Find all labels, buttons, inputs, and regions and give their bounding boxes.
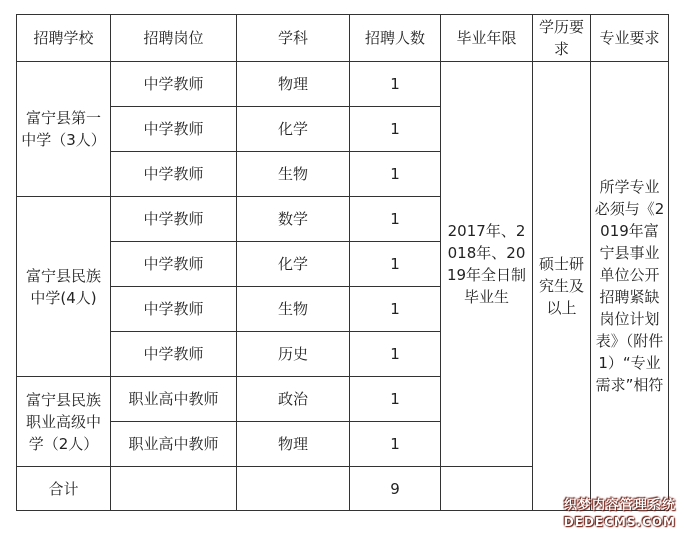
watermark [564, 498, 676, 530]
count-cell: 1 [350, 62, 441, 107]
recruitment-table [16, 14, 669, 511]
header-position: 招聘岗位 [111, 15, 237, 62]
table-row [17, 62, 669, 107]
subject-cell: 物理 [237, 62, 350, 107]
count-cell: 1 [350, 422, 441, 467]
header-row [17, 15, 669, 62]
header-grad-year: 毕业年限 [441, 15, 533, 62]
school-cell: 富宁县民族中学(4人) [17, 197, 111, 377]
position-cell: 中学教师 [111, 242, 237, 287]
position-cell: 职业高中教师 [111, 377, 237, 422]
count-cell: 1 [350, 332, 441, 377]
count-cell: 1 [350, 377, 441, 422]
position-cell: 职业高中教师 [111, 422, 237, 467]
subject-cell: 数学 [237, 197, 350, 242]
position-cell: 中学教师 [111, 152, 237, 197]
subject-cell: 政治 [237, 377, 350, 422]
subject-cell: 化学 [237, 107, 350, 152]
header-count: 招聘人数 [350, 15, 441, 62]
position-cell: 中学教师 [111, 197, 237, 242]
school-cell: 富宁县第一中学（3人） [17, 62, 111, 197]
subject-cell: 化学 [237, 242, 350, 287]
school-cell: 富宁县民族职业高级中学（2人） [17, 377, 111, 467]
subject-cell: 生物 [237, 287, 350, 332]
education-cell: 硕士研究生及以上 [533, 62, 591, 511]
watermark-text: 织梦内容管理系统 [563, 498, 676, 513]
position-cell: 中学教师 [111, 62, 237, 107]
total-count-cell: 9 [350, 467, 441, 511]
total-empty-cell [441, 467, 533, 511]
header-school: 招聘学校 [17, 15, 111, 62]
total-label-cell: 合计 [17, 467, 111, 511]
major-requirement-cell: 所学专业必须与《2019年富宁县事业单位公开招聘紧缺岗位计划表》（附件1）“专业需求”相符 [591, 62, 669, 511]
count-cell: 1 [350, 152, 441, 197]
subject-cell: 历史 [237, 332, 350, 377]
count-cell: 1 [350, 197, 441, 242]
total-empty-cell [237, 467, 350, 511]
header-subject: 学科 [237, 15, 350, 62]
total-empty-cell [111, 467, 237, 511]
grad-year-cell: 2017年、2018年、2019年全日制毕业生 [441, 62, 533, 467]
subject-cell: 物理 [237, 422, 350, 467]
position-cell: 中学教师 [111, 332, 237, 377]
count-cell: 1 [350, 107, 441, 152]
watermark-domain: DEDECMS.COM [563, 515, 676, 529]
position-cell: 中学教师 [111, 107, 237, 152]
header-education: 学历要求 [533, 15, 591, 62]
count-cell: 1 [350, 242, 441, 287]
position-cell: 中学教师 [111, 287, 237, 332]
count-cell: 1 [350, 287, 441, 332]
subject-cell: 生物 [237, 152, 350, 197]
header-major: 专业要求 [591, 15, 669, 62]
